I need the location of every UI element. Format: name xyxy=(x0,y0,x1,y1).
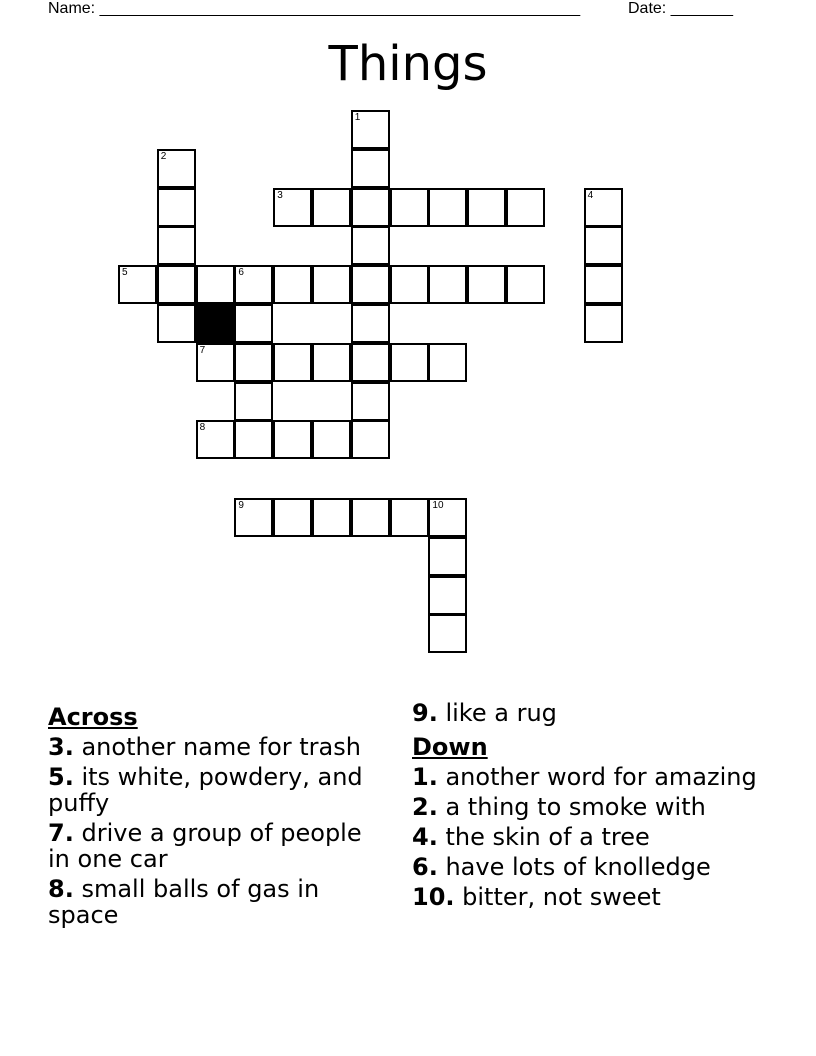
grid-cell[interactable] xyxy=(118,265,157,304)
down-heading: Down xyxy=(412,733,488,761)
grid-cell[interactable] xyxy=(312,343,351,382)
clue-number: 3. xyxy=(48,733,74,761)
clue-text: small balls of gas in space xyxy=(48,875,320,929)
clue-down-1 xyxy=(412,764,782,790)
grid-cell[interactable] xyxy=(584,304,623,343)
grid-cell[interactable] xyxy=(506,188,545,227)
clue-number: 8. xyxy=(48,875,74,903)
grid-cell[interactable] xyxy=(234,304,273,343)
grid-cell[interactable] xyxy=(157,265,196,304)
grid-cell[interactable] xyxy=(390,343,429,382)
grid-cell[interactable] xyxy=(467,188,506,227)
grid-cell[interactable] xyxy=(351,226,390,265)
clue-text: have lots of knolledge xyxy=(445,853,711,881)
clues-column-right xyxy=(412,700,782,914)
grid-cell[interactable] xyxy=(157,226,196,265)
grid-cell[interactable] xyxy=(351,382,390,421)
grid-cell-blocked xyxy=(196,304,235,343)
grid-cell[interactable] xyxy=(351,188,390,227)
clues-column-left xyxy=(48,700,388,932)
clue-down-10 xyxy=(412,884,782,910)
clue-number: 4. xyxy=(412,823,438,851)
header xyxy=(48,0,748,20)
grid-cell[interactable] xyxy=(428,265,467,304)
grid-cell[interactable] xyxy=(234,265,273,304)
cell-number: 6 xyxy=(238,267,244,279)
grid-cell[interactable] xyxy=(157,304,196,343)
grid-cell[interactable] xyxy=(584,226,623,265)
grid-cell[interactable] xyxy=(312,498,351,537)
clue-number: 2. xyxy=(412,793,438,821)
clue-number: 1. xyxy=(412,763,438,791)
clue-down-6 xyxy=(412,854,782,880)
clue-text: the skin of a tree xyxy=(445,823,650,851)
grid-cell[interactable] xyxy=(312,420,351,459)
clue-number: 5. xyxy=(48,763,74,791)
cell-number: 10 xyxy=(432,500,444,511)
grid-cell[interactable] xyxy=(157,149,196,188)
clue-text: its white, powdery, and puffy xyxy=(48,763,363,817)
clue-text: a thing to smoke with xyxy=(445,793,706,821)
grid-cell[interactable] xyxy=(196,420,235,459)
cell-number: 5 xyxy=(122,267,128,279)
across-heading: Across xyxy=(48,703,138,731)
cell-number: 9 xyxy=(238,500,244,511)
clue-down-4 xyxy=(412,824,782,850)
grid-cell[interactable] xyxy=(157,188,196,227)
clue-across-3 xyxy=(48,734,388,760)
page-title: Things xyxy=(328,36,488,92)
clue-text: another word for amazing xyxy=(445,763,757,791)
clue-down-2 xyxy=(412,794,782,820)
clue-text: like a rug xyxy=(445,699,557,727)
grid-cell[interactable] xyxy=(390,498,429,537)
clue-text: drive a group of people in one car xyxy=(48,819,362,873)
clue-across-9 xyxy=(412,700,782,726)
cell-number: 8 xyxy=(199,422,206,434)
grid-cell[interactable] xyxy=(428,614,467,653)
clue-number: 9. xyxy=(412,699,438,727)
cell-number: 3 xyxy=(277,189,283,201)
grid-cell[interactable] xyxy=(351,343,390,382)
grid-cell[interactable] xyxy=(351,420,390,459)
name-field-label[interactable]: Name: ______________________________________________________ xyxy=(48,0,581,17)
grid-cell[interactable] xyxy=(428,188,467,227)
grid-cell[interactable] xyxy=(351,110,390,149)
grid-cell[interactable] xyxy=(351,149,390,188)
grid-cell[interactable] xyxy=(273,420,312,459)
grid-cell[interactable] xyxy=(234,420,273,459)
clue-across-8 xyxy=(48,876,388,928)
grid-cell[interactable] xyxy=(390,265,429,304)
cell-number: 4 xyxy=(587,189,594,201)
clue-across-5 xyxy=(48,764,388,816)
grid-cell[interactable] xyxy=(196,265,235,304)
grid-cell[interactable] xyxy=(312,188,351,227)
grid-cell[interactable] xyxy=(273,188,312,227)
grid-cell[interactable] xyxy=(351,304,390,343)
grid-cell[interactable] xyxy=(312,265,351,304)
grid-cell[interactable] xyxy=(196,343,235,382)
clue-text: bitter, not sweet xyxy=(462,883,661,911)
clue-number: 6. xyxy=(412,853,438,881)
grid-cell[interactable] xyxy=(351,265,390,304)
grid-cell[interactable] xyxy=(390,188,429,227)
grid-cell[interactable] xyxy=(467,265,506,304)
grid-cell[interactable] xyxy=(506,265,545,304)
grid-cell[interactable] xyxy=(428,343,467,382)
grid-cell[interactable] xyxy=(428,498,467,537)
grid-cell[interactable] xyxy=(351,498,390,537)
grid-cell[interactable] xyxy=(584,188,623,227)
grid-cell[interactable] xyxy=(273,343,312,382)
cell-number: 1 xyxy=(354,112,361,123)
date-field-label[interactable]: Date: _______ xyxy=(628,0,733,17)
grid-cell[interactable] xyxy=(584,265,623,304)
clue-number: 7. xyxy=(48,819,74,847)
grid-cell[interactable] xyxy=(273,498,312,537)
clue-across-7 xyxy=(48,820,388,872)
clue-text: another name for trash xyxy=(81,733,361,761)
grid-cell[interactable] xyxy=(273,265,312,304)
grid-cell[interactable] xyxy=(428,537,467,576)
grid-cell[interactable] xyxy=(234,498,273,537)
grid-cell[interactable] xyxy=(428,576,467,615)
grid-cell[interactable] xyxy=(234,343,273,382)
cell-number: 2 xyxy=(160,150,167,162)
cell-number: 7 xyxy=(199,344,206,356)
clue-number: 10. xyxy=(412,883,455,911)
grid-cell[interactable] xyxy=(234,382,273,421)
